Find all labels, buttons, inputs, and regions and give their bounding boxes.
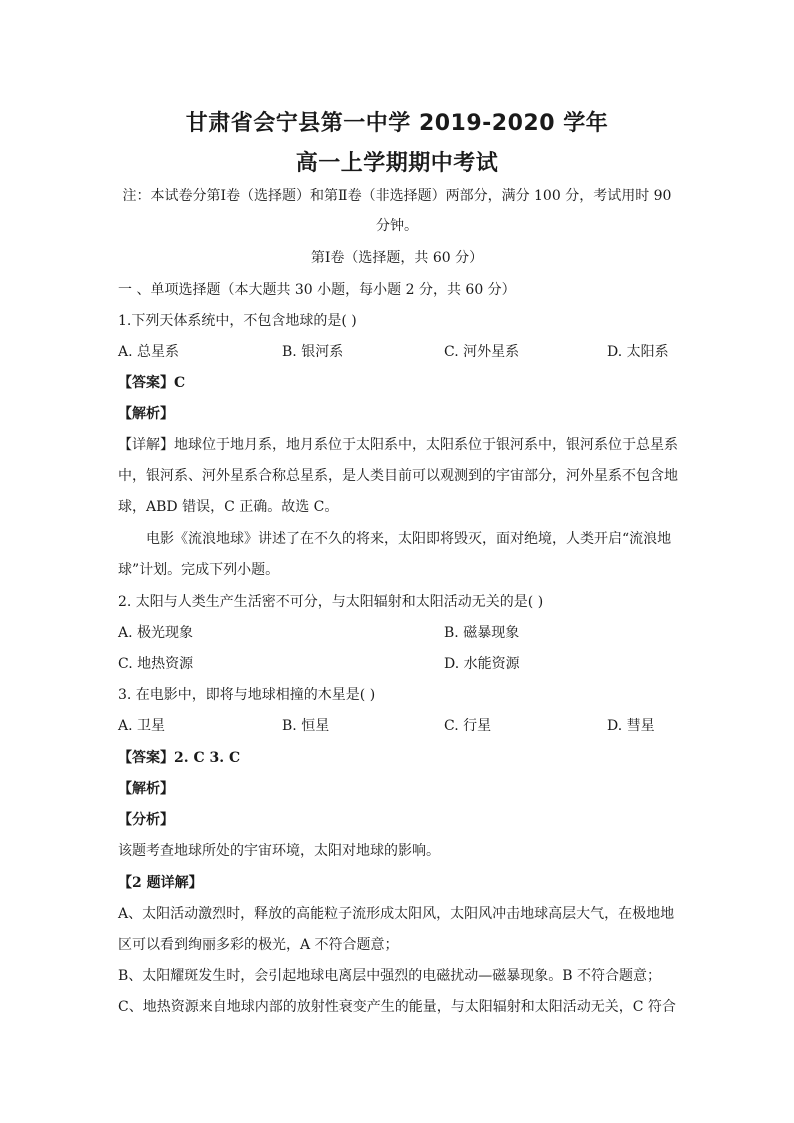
- question-1-stem: 1.下列天体系统中，不包含地球的是( ): [118, 313, 357, 329]
- q1-detail-line-2: 中，银河系、河外星系合称总星系，是人类目前可以观测到的宇宙部分，河外星系不包含地: [118, 468, 678, 484]
- q1-analysis-label: 【解析】: [118, 406, 174, 422]
- q2-detail-line-2: 区可以看到绚丽多彩的极光，A 不符合题意；: [118, 937, 399, 953]
- q23-fenxi-label: 【分析】: [118, 812, 174, 828]
- q1-option-b: B. 银河系: [282, 344, 344, 360]
- section-heading: 一 、单项选择题（本大题共 30 小题，每小题 2 分，共 60 分）: [118, 282, 516, 298]
- q2-detail-line-4: C、地热资源来自地球内部的放射性衰变产生的能量，与太阳辐射和太阳活动无关，C 符合: [118, 999, 676, 1015]
- q1-answer: 【答案】C: [118, 375, 186, 391]
- q3-option-a: A. 卫星: [118, 718, 166, 734]
- q2-option-b: B. 磁暴现象: [444, 625, 520, 641]
- passage-line-2: 球”计划。完成下列小题。: [118, 562, 280, 578]
- q2-detail-line-1: A、太阳活动激烈时，释放的高能粒子流形成太阳风，太阳风冲击地球高层大气，在极地地: [118, 906, 675, 922]
- q3-option-c: C. 行星: [444, 718, 492, 734]
- q23-analysis-label: 【解析】: [118, 781, 174, 797]
- q3-option-d: D. 彗星: [607, 718, 655, 734]
- question-3-stem: 3. 在电影中，即将与地球相撞的木星是( ): [118, 687, 376, 703]
- part-one-heading: 第Ⅰ卷（选择题，共 60 分）: [310, 250, 484, 266]
- q1-option-d: D. 太阳系: [607, 344, 669, 360]
- passage-line-1: 电影《流浪地球》讲述了在不久的将来，太阳即将毁灭，面对绝境，人类开启“流浪地: [146, 531, 672, 547]
- q1-option-a: A. 总星系: [118, 344, 180, 360]
- q2-option-a: A. 极光现象: [118, 625, 194, 641]
- q1-detail-line-3: 球，ABD 错误，C 正确。故选 C。: [118, 499, 339, 515]
- title-line-2: 高一上学期期中考试: [295, 151, 499, 176]
- q3-option-b: B. 恒星: [282, 718, 330, 734]
- q2-detail-label: 【2 题详解】: [118, 875, 203, 891]
- q23-fenxi-text: 该题考查地球所处的宇宙环境，太阳对地球的影响。: [118, 843, 440, 859]
- q2-detail-line-3: B、太阳耀斑发生时，会引起地球电离层中强烈的电磁扰动—磁暴现象。B 不符合题意；: [118, 968, 662, 984]
- title-line-1: 甘肃省会宁县第一中学 2019-2020 学年: [185, 111, 609, 136]
- q1-detail-line-1: 【详解】地球位于地月系，地月系位于太阳系中，太阳系位于银河系中，银河系位于总星系: [118, 437, 678, 453]
- exam-note-line-1: 注：本试卷分第Ⅰ卷（选择题）和第Ⅱ卷（非选择题）两部分，满分 100 分，考试用时 90: [122, 188, 672, 204]
- q1-option-c: C. 河外星系: [444, 344, 520, 360]
- q2-option-d: D. 水能资源: [444, 656, 520, 672]
- question-2-stem: 2. 太阳与人类生产生活密不可分，与太阳辐射和太阳活动无关的是( ): [118, 594, 544, 610]
- exam-note-line-2: 分钟。: [376, 218, 418, 234]
- q2-option-c: C. 地热资源: [118, 656, 194, 672]
- q23-answer: 【答案】2. C 3. C: [118, 750, 241, 766]
